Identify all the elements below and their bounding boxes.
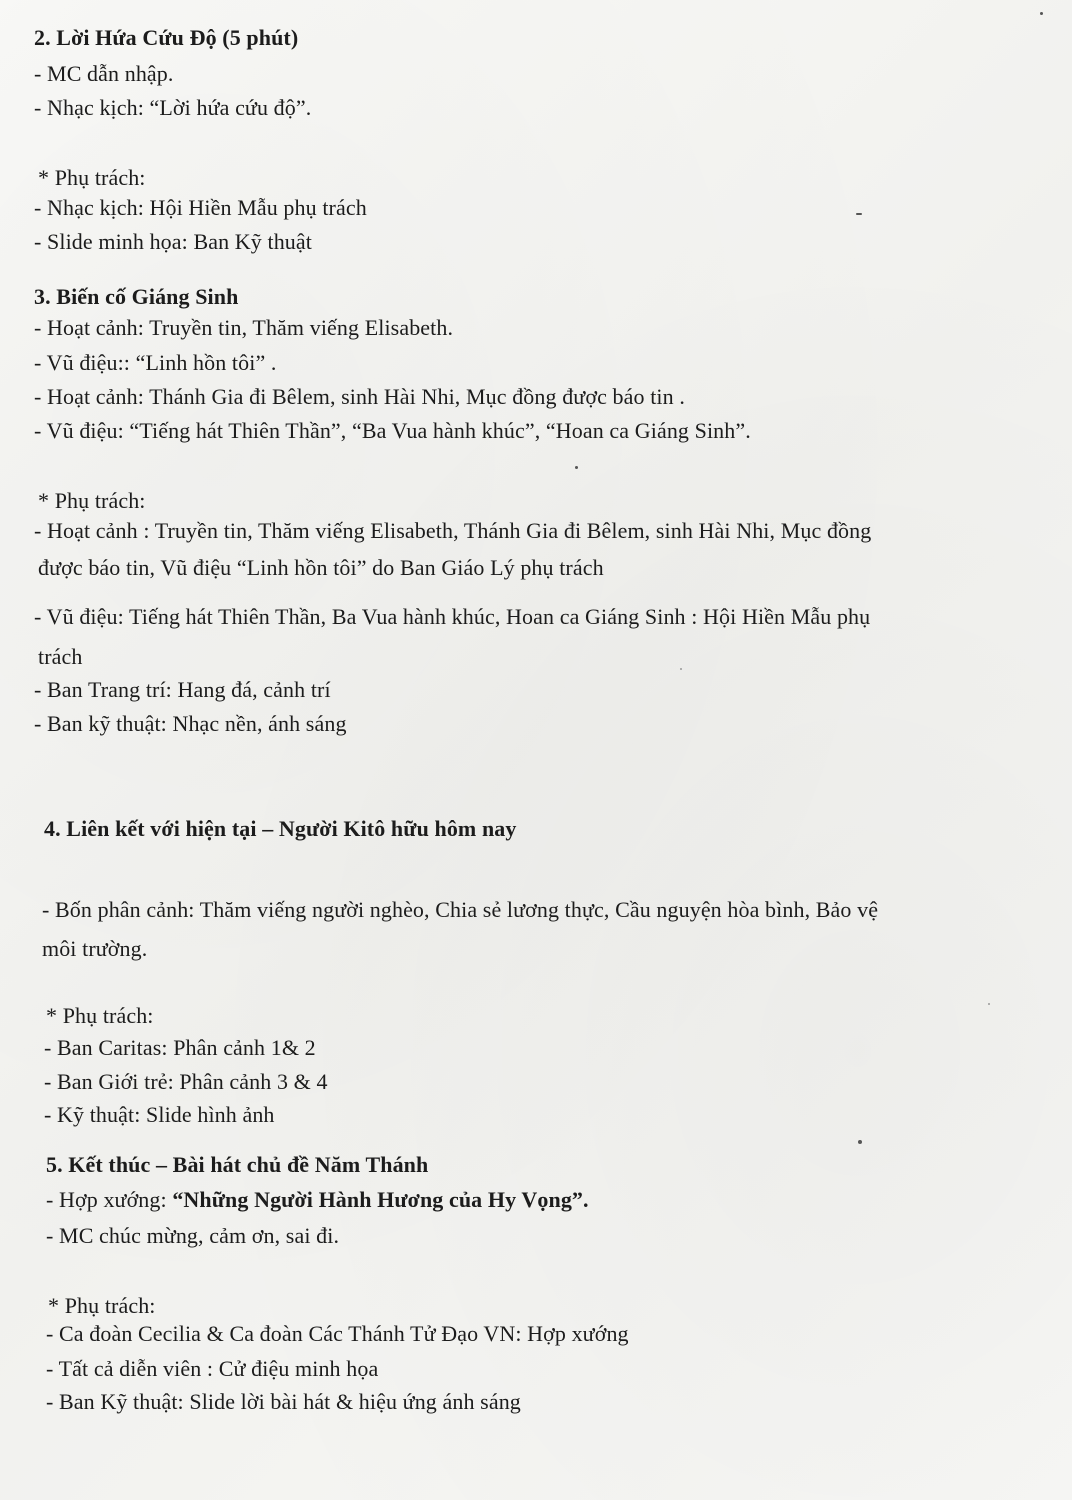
section-3-responsible-label: * Phụ trách:	[38, 488, 146, 513]
section-3-title: 3. Biến cố Giáng Sinh	[34, 284, 239, 309]
section-4-line: - Bốn phân cảnh: Thăm viếng người nghèo, Chia sẻ lương thực, Cầu nguyện hòa bình, Bảo vệ	[42, 897, 879, 922]
section-3-responsible-item: - Hoạt cảnh : Truyền tin, Thăm viếng Elisabeth, Thánh Gia đi Bêlem, sinh Hài Nhi, Mục đồng	[34, 518, 872, 543]
section-5-choir-song: “Những Người Hành Hương của Hy Vọng”.	[172, 1187, 589, 1212]
section-4-responsible-label: * Phụ trách:	[46, 1003, 154, 1028]
section-3-line: - Vũ điệu:: “Linh hồn tôi” .	[34, 350, 277, 375]
section-3-line: - Hoạt cảnh: Thánh Gia đi Bêlem, sinh Hài Nhi, Mục đồng được báo tin .	[34, 384, 685, 409]
section-5-responsible-item: - Ca đoàn Cecilia & Ca đoàn Các Thánh Tử Đạo VN: Hợp xướng	[46, 1321, 629, 1346]
section-3-responsible-item: trách	[38, 644, 83, 669]
section-5-choir-line	[46, 1186, 589, 1214]
section-2-title: 2. Lời Hứa Cứu Độ (5 phút)	[34, 25, 299, 50]
section-3-responsible-item: được báo tin, Vũ điệu “Linh hồn tôi” do Ban Giáo Lý phụ trách	[38, 555, 604, 580]
section-5-responsible-label: * Phụ trách:	[48, 1293, 156, 1318]
section-5-title: 5. Kết thúc – Bài hát chủ đề Năm Thánh	[46, 1152, 429, 1177]
section-3-line: - Hoạt cảnh: Truyền tin, Thăm viếng Elisabeth.	[34, 315, 454, 340]
section-2-responsible-item: - Slide minh họa: Ban Kỹ thuật	[34, 229, 312, 254]
section-2-line: - MC dẫn nhập.	[34, 61, 174, 86]
section-4-responsible-item: - Kỹ thuật: Slide hình ảnh	[44, 1102, 275, 1127]
scan-speck	[680, 668, 682, 670]
section-4-responsible-item: - Ban Giới trẻ: Phân cảnh 3 & 4	[44, 1069, 328, 1094]
section-4-line: môi trường.	[42, 936, 148, 961]
scan-speck	[988, 1003, 990, 1005]
section-5-responsible-item: - Ban Kỹ thuật: Slide lời bài hát & hiệu ứng ánh sáng	[46, 1389, 521, 1414]
section-2-responsible-item: - Nhạc kịch: Hội Hiền Mẫu phụ trách	[34, 195, 367, 220]
section-3-responsible-item: - Ban Trang trí: Hang đá, cảnh trí	[34, 677, 331, 702]
scan-speck	[858, 1140, 862, 1144]
section-5-responsible-item: - Tất cả diễn viên : Cử điệu minh họa	[46, 1356, 379, 1381]
section-5-choir-prefix: - Hợp xướng:	[46, 1187, 173, 1212]
scan-speck	[575, 466, 578, 469]
section-2-responsible-label: * Phụ trách:	[38, 165, 146, 190]
section-3-responsible-item: - Ban kỹ thuật: Nhạc nền, ánh sáng	[34, 711, 347, 736]
section-2-line: - Nhạc kịch: “Lời hứa cứu độ”.	[34, 95, 312, 120]
scan-speck	[1040, 12, 1043, 15]
section-3-responsible-item: - Vũ điệu: Tiếng hát Thiên Thần, Ba Vua hành khúc, Hoan ca Giáng Sinh : Hội Hiền Mẫu phụ	[34, 604, 871, 629]
section-5-line: - MC chúc mừng, cảm ơn, sai đi.	[46, 1223, 340, 1248]
section-3-line: - Vũ điệu: “Tiếng hát Thiên Thần”, “Ba Vua hành khúc”, “Hoan ca Giáng Sinh”.	[34, 418, 751, 443]
scan-speck	[856, 213, 862, 215]
section-4-title: 4. Liên kết với hiện tại – Người Kitô hữu hôm nay	[44, 816, 517, 841]
section-4-responsible-item: - Ban Caritas: Phân cảnh 1& 2	[44, 1035, 316, 1060]
